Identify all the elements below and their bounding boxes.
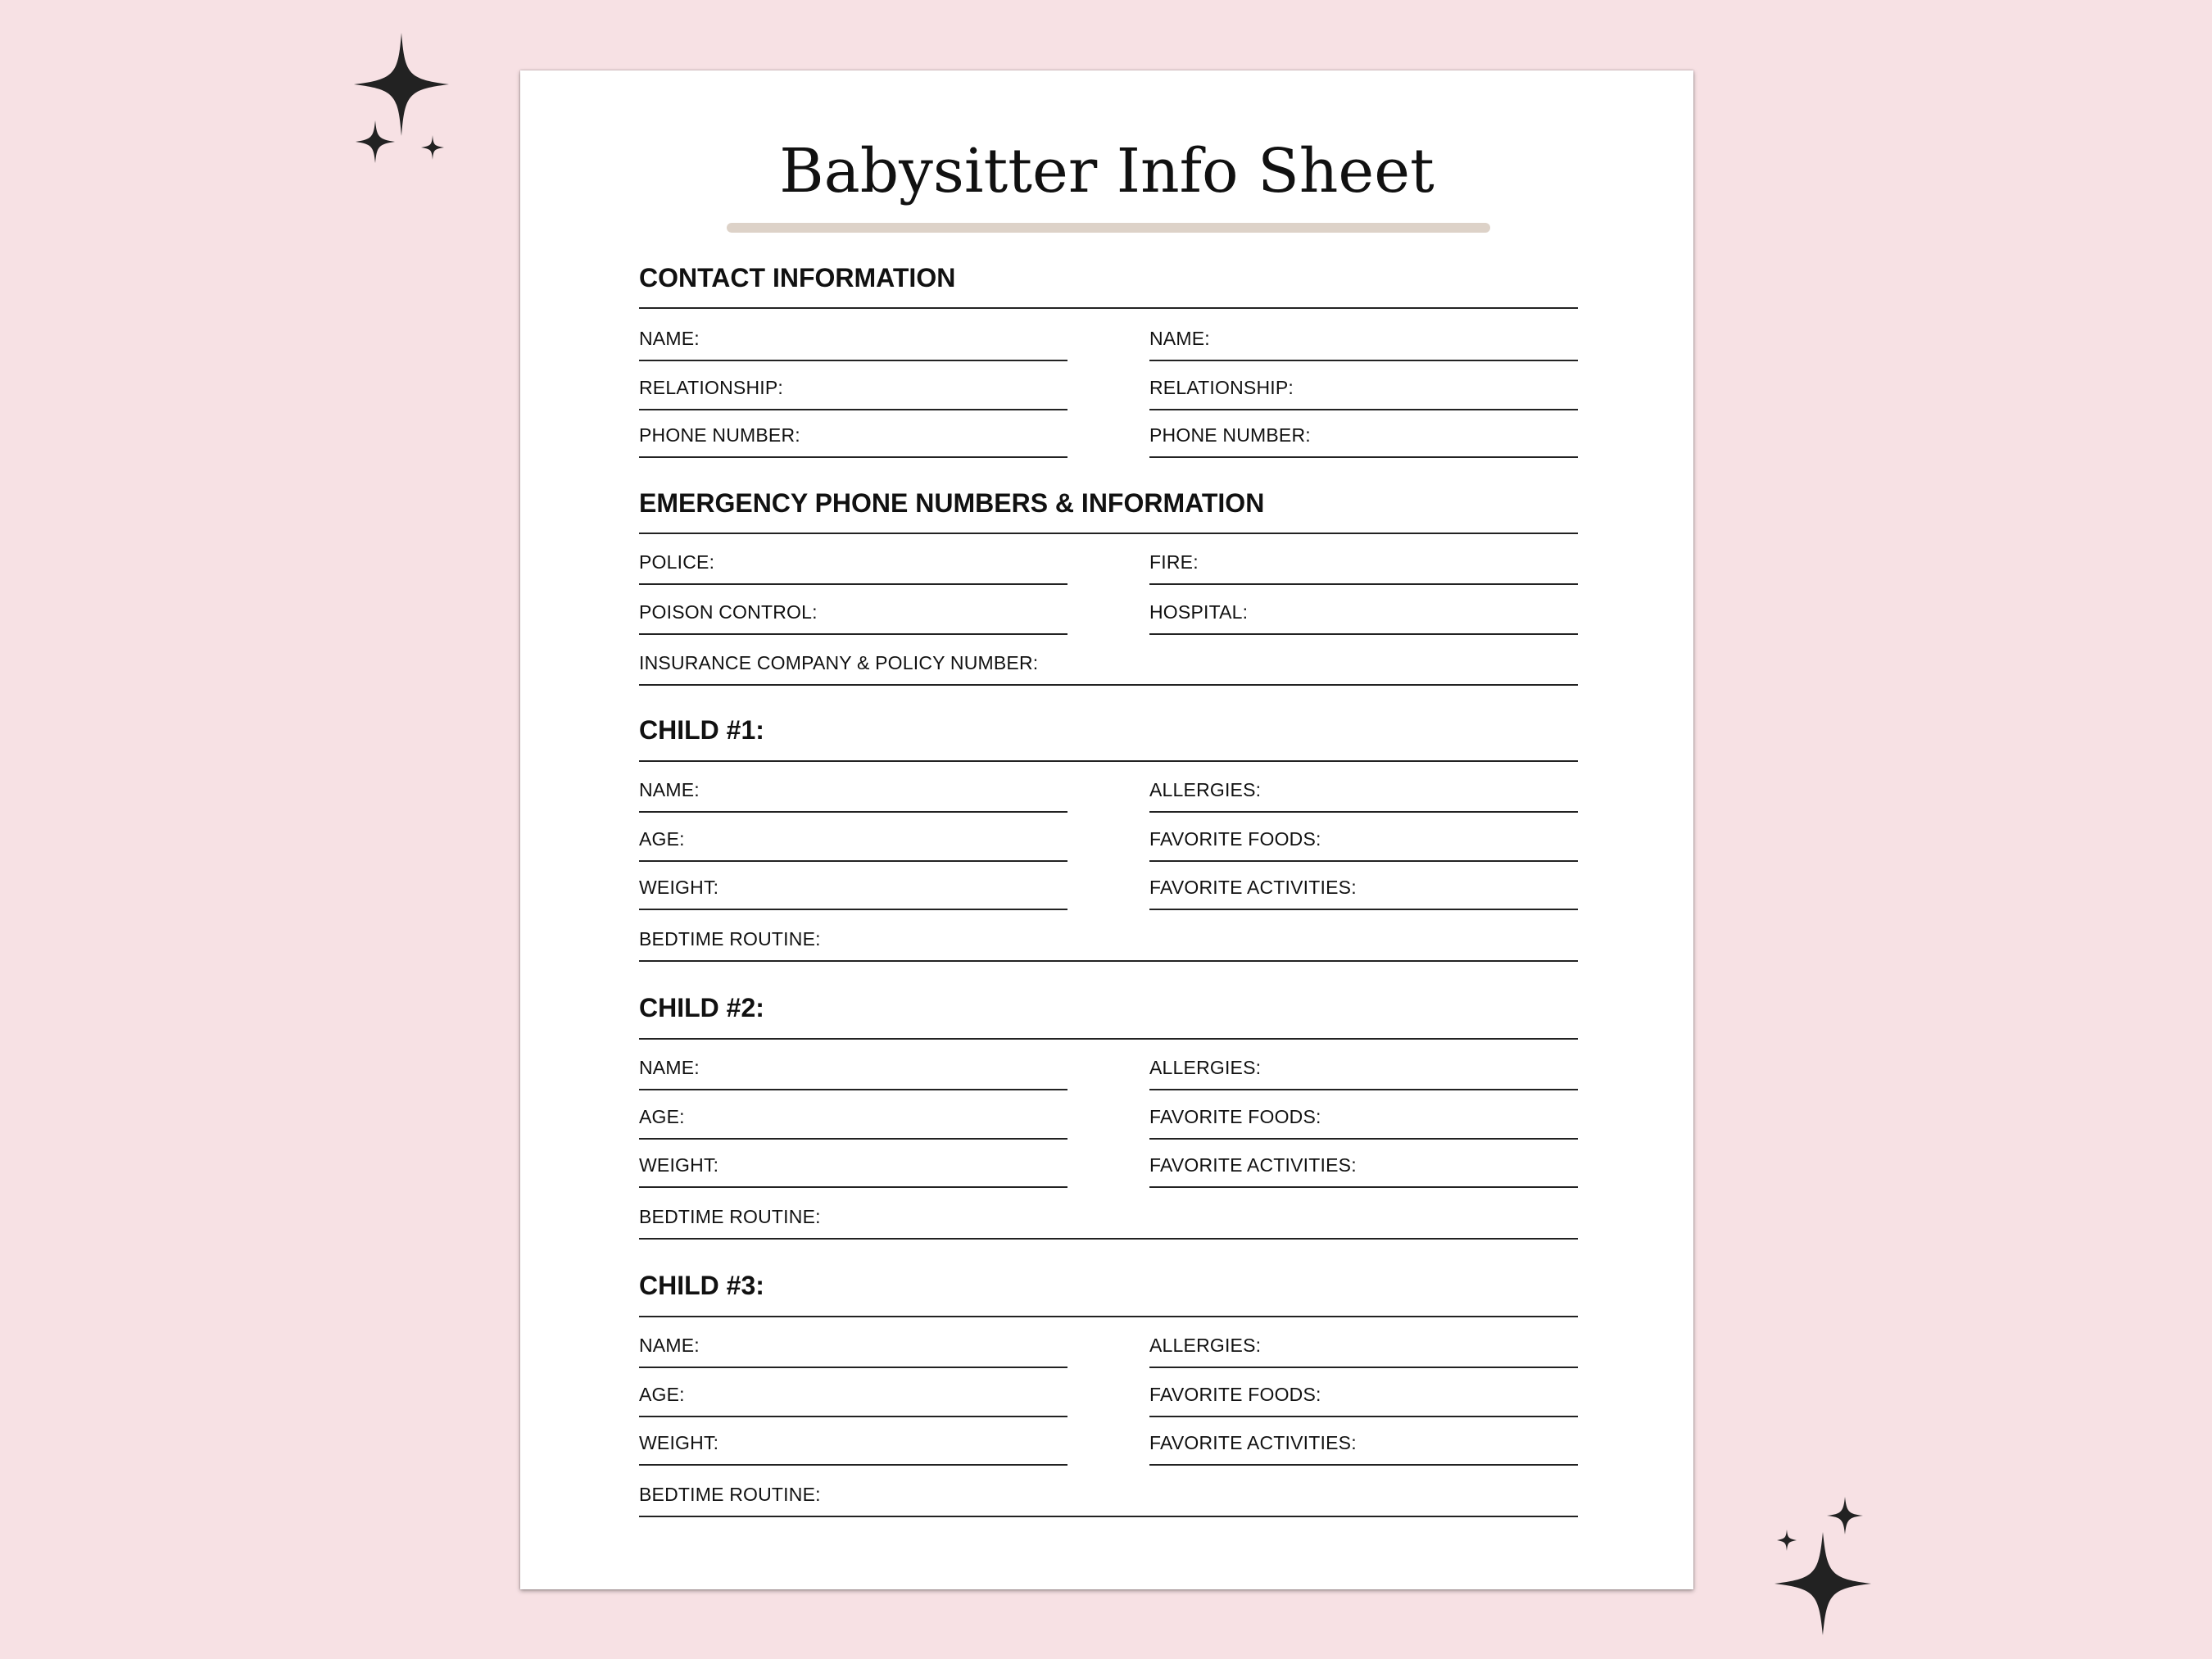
bedtime-routine-field[interactable] bbox=[639, 911, 1578, 962]
field-label: AGE: bbox=[639, 828, 685, 850]
emergency-field-left[interactable] bbox=[639, 534, 1067, 585]
sparkle-icon bbox=[1761, 1487, 1876, 1643]
child-field-right[interactable] bbox=[1149, 1137, 1578, 1188]
field-label: WEIGHT: bbox=[639, 1432, 719, 1453]
child-field-right[interactable] bbox=[1149, 1317, 1578, 1368]
field-label: NAME: bbox=[639, 779, 700, 800]
field-label: WEIGHT: bbox=[639, 1154, 719, 1176]
field-label: ALLERGIES: bbox=[1149, 779, 1262, 800]
contact-field-left[interactable] bbox=[639, 407, 1067, 458]
child-field-right[interactable] bbox=[1149, 762, 1578, 813]
contact-field-right[interactable] bbox=[1149, 310, 1578, 361]
sparkle-icon bbox=[354, 33, 449, 136]
field-label: NAME: bbox=[639, 1335, 700, 1356]
field-label: INSURANCE COMPANY & POLICY NUMBER: bbox=[639, 652, 1039, 673]
child-field-left[interactable] bbox=[639, 1089, 1067, 1140]
child-field-right[interactable] bbox=[1149, 1415, 1578, 1466]
field-label: POLICE: bbox=[639, 551, 715, 573]
child-field-left[interactable] bbox=[639, 1367, 1067, 1417]
contact-field-right[interactable] bbox=[1149, 360, 1578, 410]
section-heading-emergency: EMERGENCY PHONE NUMBERS & INFORMATION bbox=[639, 488, 1265, 518]
emergency-field-right[interactable] bbox=[1149, 534, 1578, 585]
field-label: BEDTIME ROUTINE: bbox=[639, 928, 821, 950]
sparkle-icon bbox=[421, 135, 444, 160]
bedtime-routine-field[interactable] bbox=[639, 1189, 1578, 1240]
field-label: RELATIONSHIP: bbox=[1149, 377, 1294, 398]
field-label: FAVORITE ACTIVITIES: bbox=[1149, 1432, 1357, 1453]
section-heading-child-3: CHILD #3: bbox=[639, 1271, 764, 1300]
child-field-left[interactable] bbox=[639, 1415, 1067, 1466]
sparkle-icon bbox=[1775, 1532, 1871, 1635]
field-label: NAME: bbox=[639, 1057, 700, 1078]
sparkle-icon bbox=[1777, 1530, 1797, 1551]
child-field-right[interactable] bbox=[1149, 811, 1578, 862]
child-field-left[interactable] bbox=[639, 1137, 1067, 1188]
section-rule bbox=[639, 307, 1578, 309]
insurance-field[interactable] bbox=[639, 635, 1578, 686]
field-label: FAVORITE ACTIVITIES: bbox=[1149, 877, 1357, 898]
child-field-right[interactable] bbox=[1149, 859, 1578, 910]
contact-field-left[interactable] bbox=[639, 360, 1067, 410]
contact-field-right[interactable] bbox=[1149, 407, 1578, 458]
field-label: ALLERGIES: bbox=[1149, 1057, 1262, 1078]
field-label: ALLERGIES: bbox=[1149, 1335, 1262, 1356]
field-label: AGE: bbox=[639, 1384, 685, 1405]
field-label: RELATIONSHIP: bbox=[639, 377, 783, 398]
field-label: BEDTIME ROUTINE: bbox=[639, 1206, 821, 1227]
bedtime-routine-field[interactable] bbox=[639, 1466, 1578, 1517]
field-label: FIRE: bbox=[1149, 551, 1199, 573]
title-underline bbox=[727, 223, 1490, 233]
field-label: POISON CONTROL: bbox=[639, 601, 818, 623]
field-label: HOSPITAL: bbox=[1149, 601, 1249, 623]
field-label: FAVORITE FOODS: bbox=[1149, 1384, 1321, 1405]
field-label: FAVORITE FOODS: bbox=[1149, 828, 1321, 850]
field-label: NAME: bbox=[639, 328, 700, 349]
section-heading-contact: CONTACT INFORMATION bbox=[639, 263, 956, 292]
child-field-left[interactable] bbox=[639, 859, 1067, 910]
field-label: NAME: bbox=[1149, 328, 1210, 349]
child-field-left[interactable] bbox=[639, 1317, 1067, 1368]
sparkle-icon bbox=[1827, 1497, 1863, 1534]
contact-field-left[interactable] bbox=[639, 310, 1067, 361]
child-field-right[interactable] bbox=[1149, 1040, 1578, 1090]
child-field-left[interactable] bbox=[639, 811, 1067, 862]
field-label: WEIGHT: bbox=[639, 877, 719, 898]
field-label: PHONE NUMBER: bbox=[639, 424, 800, 446]
sparkle-icon bbox=[356, 120, 395, 163]
emergency-field-right[interactable] bbox=[1149, 584, 1578, 635]
field-label: AGE: bbox=[639, 1106, 685, 1127]
sheet-title: Babysitter Info Sheet bbox=[779, 136, 1435, 206]
field-label: BEDTIME ROUTINE: bbox=[639, 1484, 821, 1505]
child-field-right[interactable] bbox=[1149, 1089, 1578, 1140]
field-label: FAVORITE ACTIVITIES: bbox=[1149, 1154, 1357, 1176]
sparkle-icon bbox=[344, 29, 459, 168]
child-field-left[interactable] bbox=[639, 762, 1067, 813]
child-field-right[interactable] bbox=[1149, 1367, 1578, 1417]
section-heading-child-2: CHILD #2: bbox=[639, 993, 764, 1022]
info-sheet bbox=[520, 70, 1693, 1589]
field-label: FAVORITE FOODS: bbox=[1149, 1106, 1321, 1127]
child-field-left[interactable] bbox=[639, 1040, 1067, 1090]
field-label: PHONE NUMBER: bbox=[1149, 424, 1311, 446]
emergency-field-left[interactable] bbox=[639, 584, 1067, 635]
section-heading-child-1: CHILD #1: bbox=[639, 715, 764, 745]
